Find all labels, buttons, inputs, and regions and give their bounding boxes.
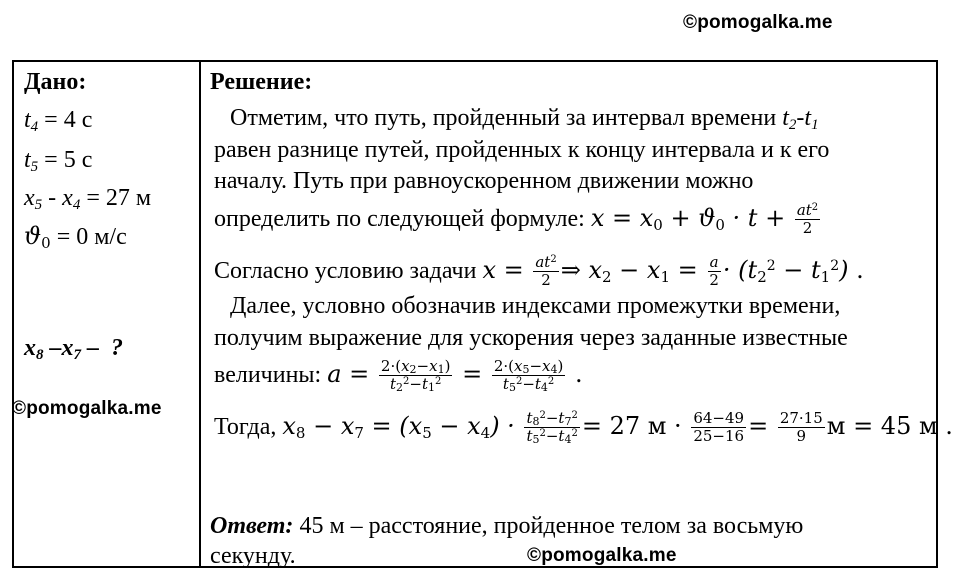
given-question: $x_8$ $-x_7$ – ?	[24, 335, 123, 363]
solution-p4-text: Тогда,	[214, 414, 277, 440]
watermark-top: ©pomogalka.me	[683, 12, 833, 33]
solution-p3-line2: получим выражение для ускорения через заданные известные	[214, 325, 848, 351]
solution-p1-line4	[214, 200, 822, 237]
given-t5: $t_5 = 5$ с	[24, 147, 93, 175]
solution-header: Решение:	[210, 69, 313, 95]
watermark-left: ©pomogalka.me	[12, 398, 162, 419]
given-header: Дано:	[24, 69, 87, 95]
solution-p3-line3-text: величины:	[214, 362, 322, 388]
formula-path: $x = x_0 + ϑ_0 \cdot t$ + $\frac{at^2}{2}$	[590, 200, 819, 237]
answer-label: Ответ:	[210, 513, 294, 539]
given-initial-velocity: $ϑ_0 = 0$ м/с	[24, 222, 127, 252]
answer-text: 45 м – расстояние, пройденное телом за восьмую	[299, 513, 804, 539]
solution-p1-line2: равен разнице путей, пройденных к концу интервала и к его	[214, 137, 830, 163]
solution-p2	[214, 252, 864, 289]
solution-table	[12, 60, 953, 569]
formula-acceleration: a = $\frac{2\cdot(x_2-x_1)}{t_2^2-t_1^2}$ = $\frac{2\cdot(x_5-x_4)}{t_5^2-t_4^2}$ .	[327, 356, 583, 394]
solution-p3-line1: Далее, условно обозначив индексами промежутки времени,	[230, 293, 841, 319]
solution-p1-line1: Отметим, что путь, пройденный за интервал времени $t_2-t_1$	[230, 105, 819, 133]
solution-p4	[214, 406, 953, 447]
solution-p3-line3	[214, 354, 583, 395]
solution-p1-line4-text: определить по следующей формуле:	[214, 206, 585, 232]
watermark-bottom: ©pomogalka.me	[527, 545, 677, 566]
column-divider	[199, 62, 201, 566]
given-t4: $t_4 = 4$ с	[24, 107, 93, 135]
solution-p1-line3: началу. Путь при равноускоренном движении можно	[214, 168, 754, 194]
formula-result: $x_8 - x_7 = (x_5 - x_4)$ · $\frac{t_8^2-t_7^2}{t_5^2-t_4^2}$ = 27 м · $\frac{64-49}{25-16}$ = $\frac{27\cdot 15}{9}$ м = 45 м .	[282, 408, 953, 446]
given-distance: $x_5 - x_4 = 27$ м	[24, 185, 152, 213]
answer-line2: секунду.	[210, 543, 296, 569]
solution-p2-text: Согласно условию задачи	[214, 258, 477, 284]
answer-line1	[210, 514, 803, 538]
formula-condition: x = $\frac{at^2}{2}$ ⇒ $x_2 - x_1$ = $\frac{a}{2}$ · $(t_2^2 - t_1^2)$ .	[482, 252, 864, 289]
